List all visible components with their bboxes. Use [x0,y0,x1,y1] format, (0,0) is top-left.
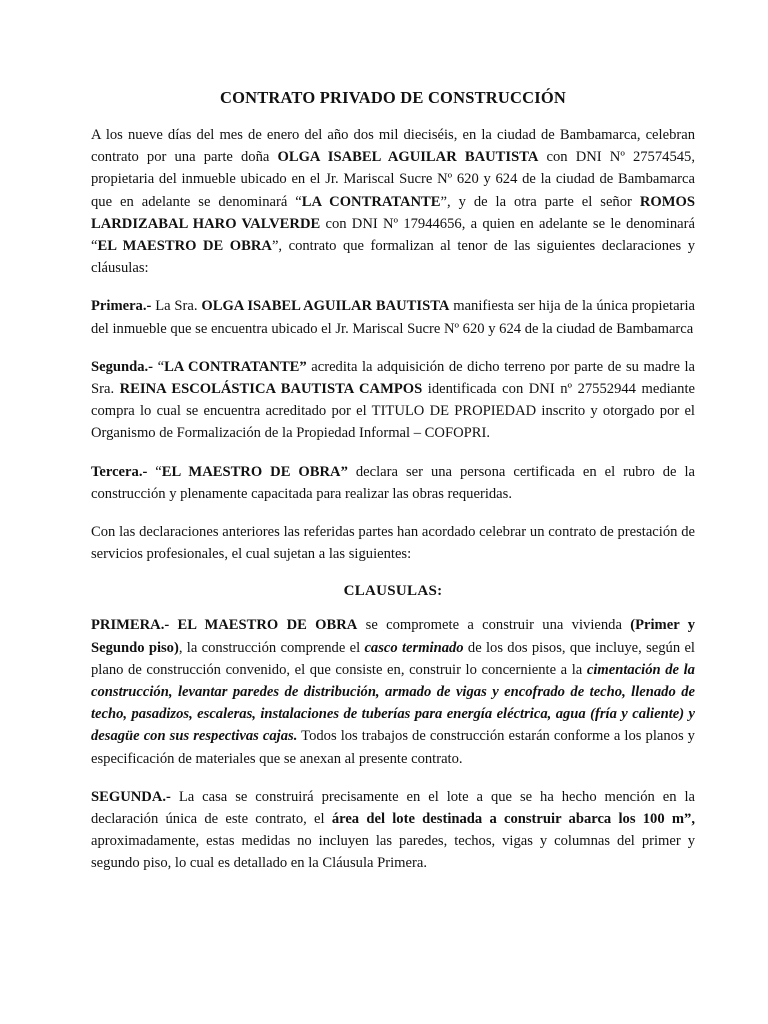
primera-name: OLGA ISABEL AGUILAR BAUTISTA [201,298,450,315]
tercera-text-1: “ [147,463,162,480]
clausula1-text-2: , la construcción comprende el [178,639,365,656]
primera-text-1: La Sra. [151,298,202,315]
declaration-primera [91,295,695,339]
owner-name: OLGA ISABEL AGUILAR BAUTISTA [277,149,539,166]
segunda-label: Segunda.- [91,358,154,375]
contratante-term: LA CONTRATANTE [301,193,441,210]
segunda-text-3: identificada con DNI nº 27552944 mediante compra lo cual se encuentra acreditado por el TITULO DE PROPIEDAD inscrito y otorgado por el Organismo de Formalización de la Propiedad Informal – COFOPRI. [91,381,695,442]
clausula-segunda [91,786,695,875]
intro-text-1: A los nueve días del mes de enero del año dos mil dieciséis, en la ciudad de Bambamarca, celebran contrato por una parte doña [91,127,695,166]
maestro-name: ROMOS LARDIZABAL HARO VALVERDE [91,193,695,232]
clausula1-text-4: Todos los trabajos de construcción estarán conforme a los planos y especificación de materiales que se anexan al presente contrato. [91,728,695,767]
clausula2-label: SEGUNDA.- [91,788,171,805]
clausula2-text-1: La casa se construirá precisamente en el lote a que se ha hecho mención en la declaración única de este contrato, el [91,788,695,828]
segunda-contratante: LA CONTRATANTE” [164,358,307,375]
clausula1-floors: (Primer y Segundo piso) [91,617,696,656]
segunda-text-1: “ [153,358,165,375]
clausula1-casco: casco terminado [364,639,464,656]
contract-title: CONTRATO PRIVADO DE CONSTRUCCIÓN [219,88,567,107]
clausula1-text-1: se compromete a construir una vivienda [357,617,631,634]
segunda-text-2: acredita la adquisición de dicho terreno por parte de su madre la Sra. [91,358,695,398]
clausula1-text-3: de los dos pisos, que incluye, según el plano de construcción convenido, el que consiste en, construir lo concerniente a la [91,639,695,678]
intro-paragraph [91,124,695,279]
intro-text-3: ”, y de la otra parte el señor [440,193,640,210]
declarations-summary: Con las declaraciones anteriores las referidas partes han acordado celebrar un contrato de prestación de servicios profesionales, el cual sujetan a las siguientes: [91,524,695,563]
clausula1-works-list: cimentación de la construcción, levantar paredes de distribución, armado de vigas y encofrado de techo, llenado de techo, pasadizos, escaleras, instalaciones de tuberías para energía eléctrica, agua (fría y caliente) y desagüe con sus respectivas cajas. [91,661,695,745]
primera-text-2: manifiesta ser hija de la única propietaria del inmueble que se encuentra ubicado el Jr. Mariscal Sucre Nº 620 y 624 de la ciudad de Bambamarca [91,298,695,337]
clausula2-area: área del lote destinada a construir abarca los 100 m”, [331,811,695,828]
segunda-mother-name: REINA ESCOLÁSTICA BAUTISTA CAMPOS [119,381,423,398]
tercera-maestro: EL MAESTRO DE OBRA” [161,463,348,480]
intro-text-5: ”, contrato que formalizan al tenor de las siguientes declaraciones y cláusulas: [91,238,695,277]
clausula2-text-2: aproximadamente, estas medidas no incluyen las paredes, techos, vigas y columnas del primer y segundo piso, lo cual es detallado en la Cláusula Primera. [91,833,695,872]
clausula-primera [91,614,695,769]
tercera-text-2: declara ser una persona certificada en el rubro de la construcción y plenamente capacitada para realizar las obras requeridas. [91,463,695,502]
declaration-tercera [91,461,695,505]
intro-text-4: con DNI Nº 17944656, a quien en adelante se le denominará “ [91,215,695,255]
declaration-segunda [91,356,695,445]
clausula1-label: PRIMERA.- EL MAESTRO DE OBRA [91,617,358,634]
primera-label: Primera.- [91,298,152,315]
clausulas-heading: CLAUSULAS: [343,583,443,600]
maestro-term: EL MAESTRO DE OBRA [97,238,272,255]
tercera-label: Tercera.- [91,463,148,480]
intro-text-2: con DNI Nº 27574545, propietaria del inmueble ubicado en el Jr. Mariscal Sucre Nº 620 y 624 de la ciudad de Bambamarca que en adelante se denominará “ [91,149,695,210]
